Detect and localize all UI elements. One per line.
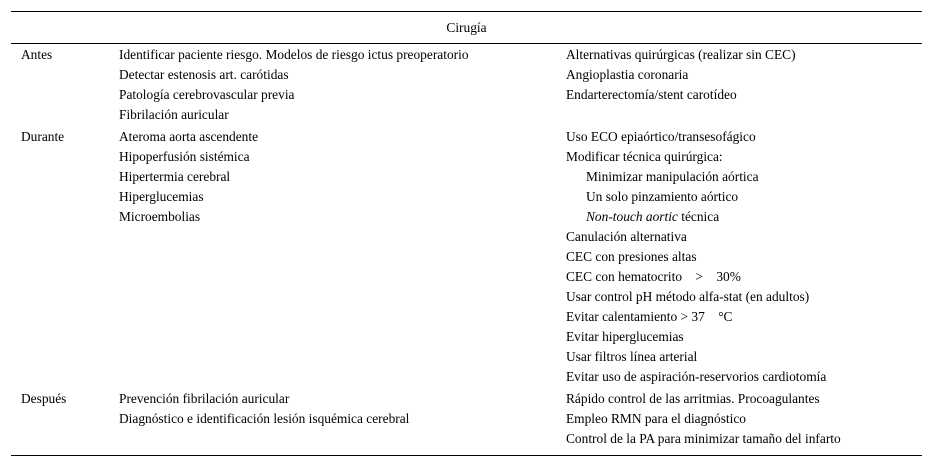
- action-item: Empleo RMN para el diagnóstico: [566, 411, 746, 426]
- risk-item: Patología cerebrovascular previa: [119, 87, 295, 102]
- action-subitem: Minimizar manipulación aórtica: [586, 169, 759, 184]
- action-item: Alternativas quirúrgicas (realizar sin CEC): [566, 47, 796, 62]
- table-title: Cirugía: [446, 20, 487, 35]
- action-item: Usar control pH método alfa-stat (en adultos): [566, 289, 810, 304]
- action-item: Evitar hiperglucemias: [566, 329, 684, 344]
- nontouch-rest-text: técnica: [677, 209, 720, 224]
- action-item: Usar filtros línea arterial: [566, 349, 698, 364]
- action-item: CEC con presiones altas: [566, 249, 697, 264]
- action-item: Endarterectomía/stent carotídeo: [566, 87, 737, 102]
- risk-item: Detectar estenosis art. carótidas: [119, 67, 289, 82]
- risk-item: Prevención fibrilación auricular: [119, 391, 290, 406]
- risk-item: Hipoperfusión sistémica: [119, 149, 250, 164]
- stage-label-durante: Durante: [21, 129, 65, 144]
- action-item: Angioplastia coronaria: [566, 67, 689, 82]
- action-item: Canulación alternativa: [566, 229, 687, 244]
- action-item: Rápido control de las arritmias. Procoagulantes: [566, 391, 820, 406]
- risk-item: Microembolias: [119, 209, 201, 224]
- risk-item: Hipertermia cerebral: [119, 169, 231, 184]
- risk-item: Hiperglucemias: [119, 189, 204, 204]
- risk-item: Fibrilación auricular: [119, 107, 229, 122]
- action-item: Control de la PA para minimizar tamaño del infarto: [566, 431, 841, 446]
- nontouch-italic-text: Non-touch aortic: [586, 209, 678, 224]
- action-subitem: Un solo pinzamiento aórtico: [586, 189, 739, 204]
- action-item: CEC con hematocrito > 30%: [566, 269, 741, 284]
- stage-label-despues: Después: [21, 391, 67, 406]
- risk-item: Diagnóstico e identificación lesión isquémica cerebral: [119, 411, 410, 426]
- action-item: Evitar uso de aspiración-reservorios cardiotomía: [566, 369, 827, 384]
- action-subitem-nontouch: [566, 207, 719, 227]
- risk-item: Identificar paciente riesgo. Modelos de riesgo ictus preoperatorio: [119, 47, 469, 62]
- action-item: Modificar técnica quirúrgica:: [566, 149, 723, 164]
- table-top-rule: [11, 11, 922, 12]
- risk-item: Ateroma aorta ascendente: [119, 129, 259, 144]
- stage-label-antes: Antes: [21, 47, 53, 62]
- table-bottom-rule: [11, 455, 922, 456]
- action-item: Evitar calentamiento > 37 °C: [566, 309, 733, 324]
- header-rule: [11, 43, 922, 44]
- action-item: Uso ECO epiaórtico/transesofágico: [566, 129, 756, 144]
